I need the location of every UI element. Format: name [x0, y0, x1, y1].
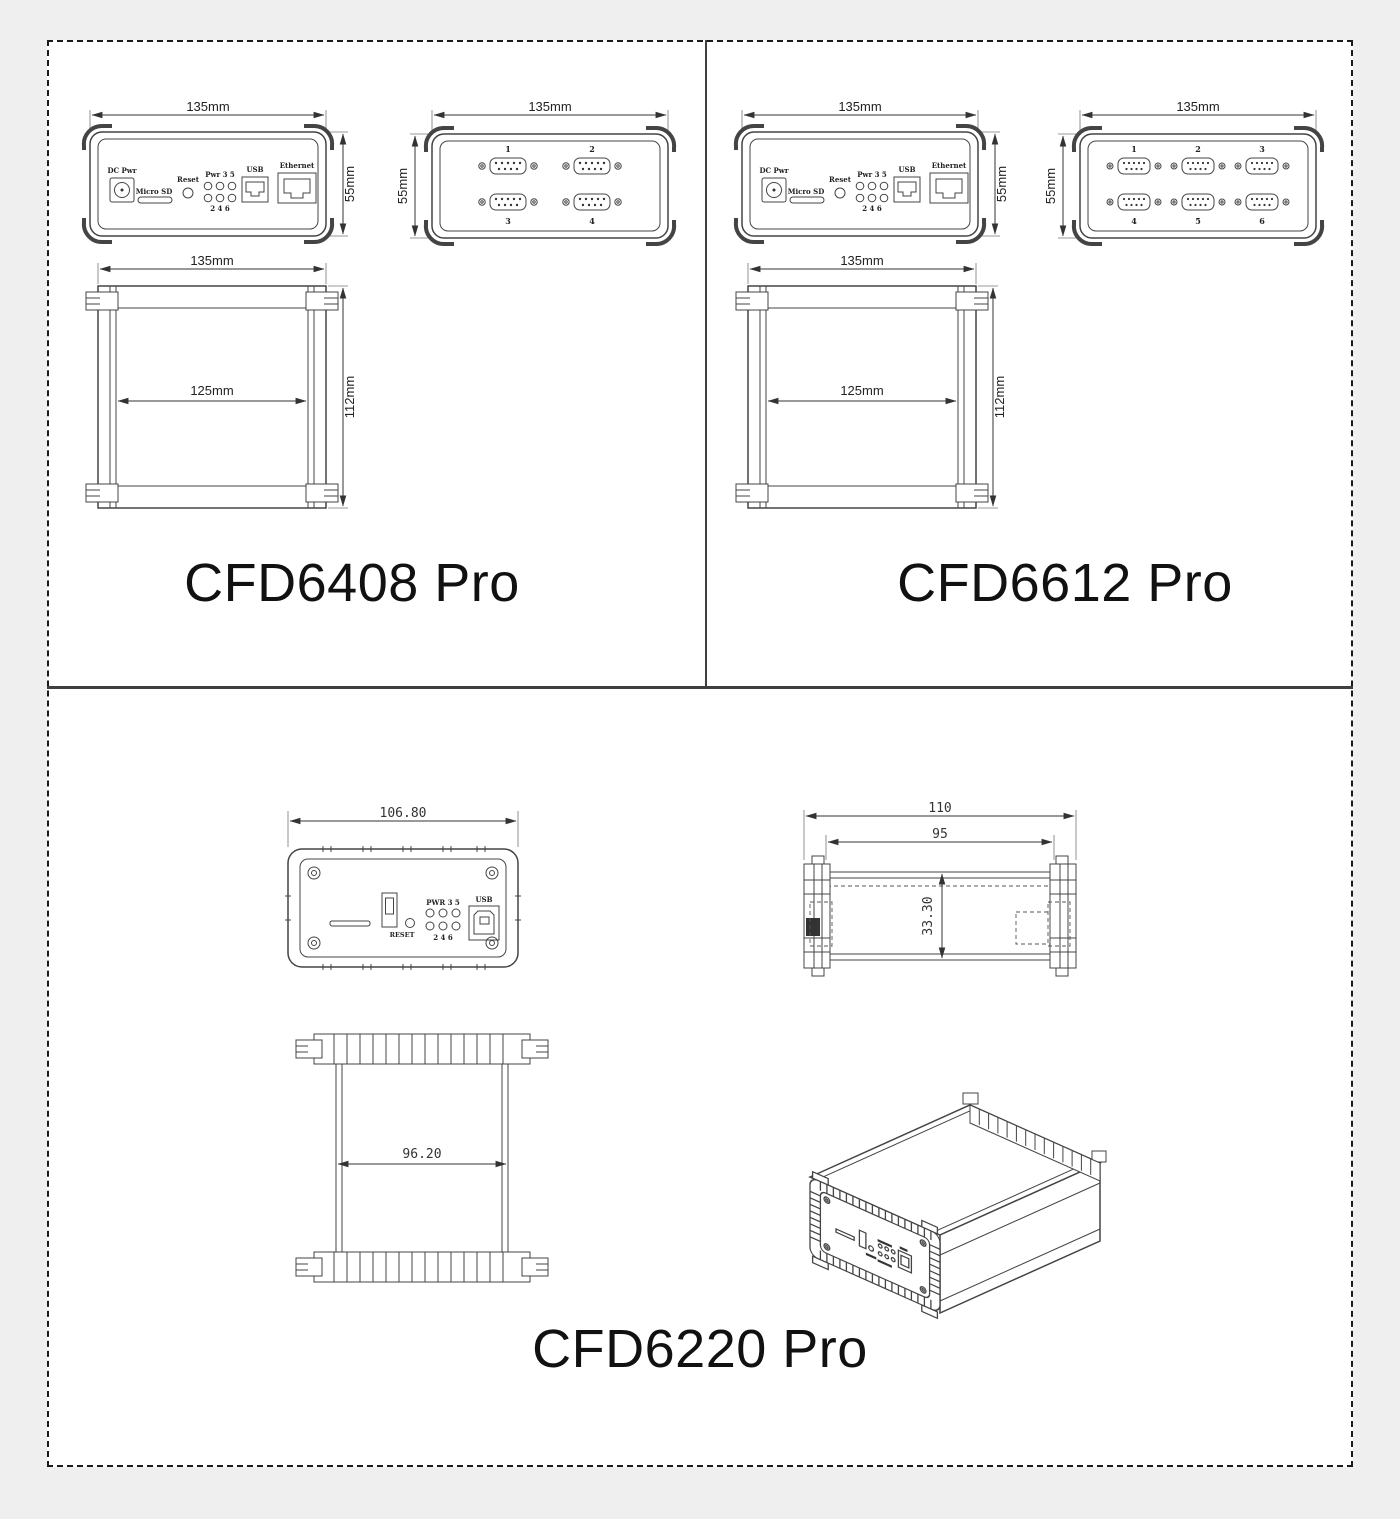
- led-top-label: Pwr 3 5: [205, 170, 235, 179]
- dim-label: 112mm: [342, 375, 357, 419]
- micro-sd-label: Micro SD: [787, 187, 825, 196]
- dim-label: 125mm: [190, 383, 234, 398]
- enclosure: [736, 126, 984, 242]
- cfd6612-front-view: [710, 98, 1010, 253]
- dim-width: [748, 253, 976, 284]
- led-top-label: PWR 3 5: [426, 898, 460, 907]
- ethernet-label: Ethernet: [279, 161, 315, 170]
- svg-text:2: 2: [589, 144, 595, 154]
- micro-sd-label: Micro SD: [135, 187, 173, 196]
- dim-label: 55mm: [395, 167, 410, 205]
- dim-label: 55mm: [342, 165, 357, 203]
- cfd6408-rear-view: [395, 98, 700, 253]
- dim-width: [90, 99, 326, 130]
- dim-width: [288, 806, 518, 847]
- horizontal-divider: [47, 686, 1353, 689]
- dim-width: [742, 99, 978, 130]
- enclosure: [426, 128, 674, 244]
- svg-text:4: 4: [589, 216, 595, 226]
- reset-label: Reset: [829, 175, 851, 184]
- dim-label: 95: [932, 827, 948, 842]
- product-title-cfd6612: CFD6612 Pro: [897, 553, 1233, 613]
- dim-label: 33.30: [921, 896, 936, 936]
- svg-text:3: 3: [505, 216, 511, 226]
- product-title-cfd6220: CFD6220 Pro: [532, 1319, 868, 1379]
- dim-label: 55mm: [994, 165, 1009, 203]
- dim-inner-width: [826, 827, 1054, 860]
- led-bottom-label: 2 4 6: [210, 204, 230, 213]
- dim-width: [98, 253, 326, 284]
- dim-depth: [328, 286, 357, 508]
- dim-width: [432, 99, 668, 132]
- dim-label: 135mm: [840, 253, 884, 268]
- dim-label: 135mm: [1176, 99, 1220, 114]
- dc-pwr-label: DC Pwr: [759, 166, 789, 175]
- led-top-label: Pwr 3 5: [857, 170, 887, 179]
- dim-label: 135mm: [190, 253, 234, 268]
- dim-label: 135mm: [186, 99, 230, 114]
- svg-text:1: 1: [1131, 144, 1137, 154]
- svg-text:6: 6: [1259, 216, 1265, 226]
- cfd6220-side-view: [780, 802, 1100, 982]
- body: [820, 872, 1060, 960]
- bottom-ribbed-band: [296, 1252, 548, 1282]
- svg-text:4: 4: [1131, 216, 1137, 226]
- cfd6220-front-view: [252, 805, 552, 980]
- dim-width: [1080, 99, 1316, 132]
- dashed-sheet-border: [47, 40, 1353, 1467]
- usb-label: USB: [246, 165, 264, 174]
- cfd6408-front-view: [58, 98, 358, 253]
- reset-label: RESET: [389, 931, 415, 939]
- top-ribbed-band: [296, 1034, 548, 1064]
- case: [285, 846, 521, 970]
- ethernet-label: Ethernet: [931, 161, 967, 170]
- svg-text:3: 3: [1259, 144, 1265, 154]
- cfd6612-rear-view: [1043, 98, 1348, 253]
- dim-inner-width: [338, 1147, 506, 1164]
- dim-label: 125mm: [840, 383, 884, 398]
- cfd6612-top-view: [712, 253, 1012, 516]
- product-title-cfd6408: CFD6408 Pro: [184, 553, 520, 613]
- dim-label: 96.20: [402, 1147, 442, 1162]
- cfd6220-isometric-view: [755, 1025, 1145, 1325]
- dim-label: 135mm: [838, 99, 882, 114]
- dim-label: 112mm: [992, 375, 1007, 419]
- usb-label: USB: [898, 165, 916, 174]
- dim-label: 110: [928, 801, 952, 816]
- dim-label: 106.80: [379, 806, 427, 821]
- svg-text:1: 1: [505, 144, 511, 154]
- svg-text:5: 5: [1195, 216, 1201, 226]
- left-bracket: [804, 856, 832, 976]
- svg-text:2: 2: [1195, 144, 1201, 154]
- dim-label: 135mm: [528, 99, 572, 114]
- cfd6408-top-view: [62, 253, 362, 516]
- dc-pwr-label: DC Pwr: [107, 166, 137, 175]
- usb-label: USB: [475, 895, 493, 904]
- enclosure: [84, 126, 332, 242]
- reset-label: Reset: [177, 175, 199, 184]
- led-bottom-label: 2 4 6: [433, 933, 453, 942]
- vertical-divider: [705, 40, 707, 688]
- cfd6220-top-view: [272, 1012, 572, 1302]
- led-bottom-label: 2 4 6: [862, 204, 882, 213]
- dim-label: 55mm: [1043, 167, 1058, 205]
- dim-depth: [978, 286, 1007, 508]
